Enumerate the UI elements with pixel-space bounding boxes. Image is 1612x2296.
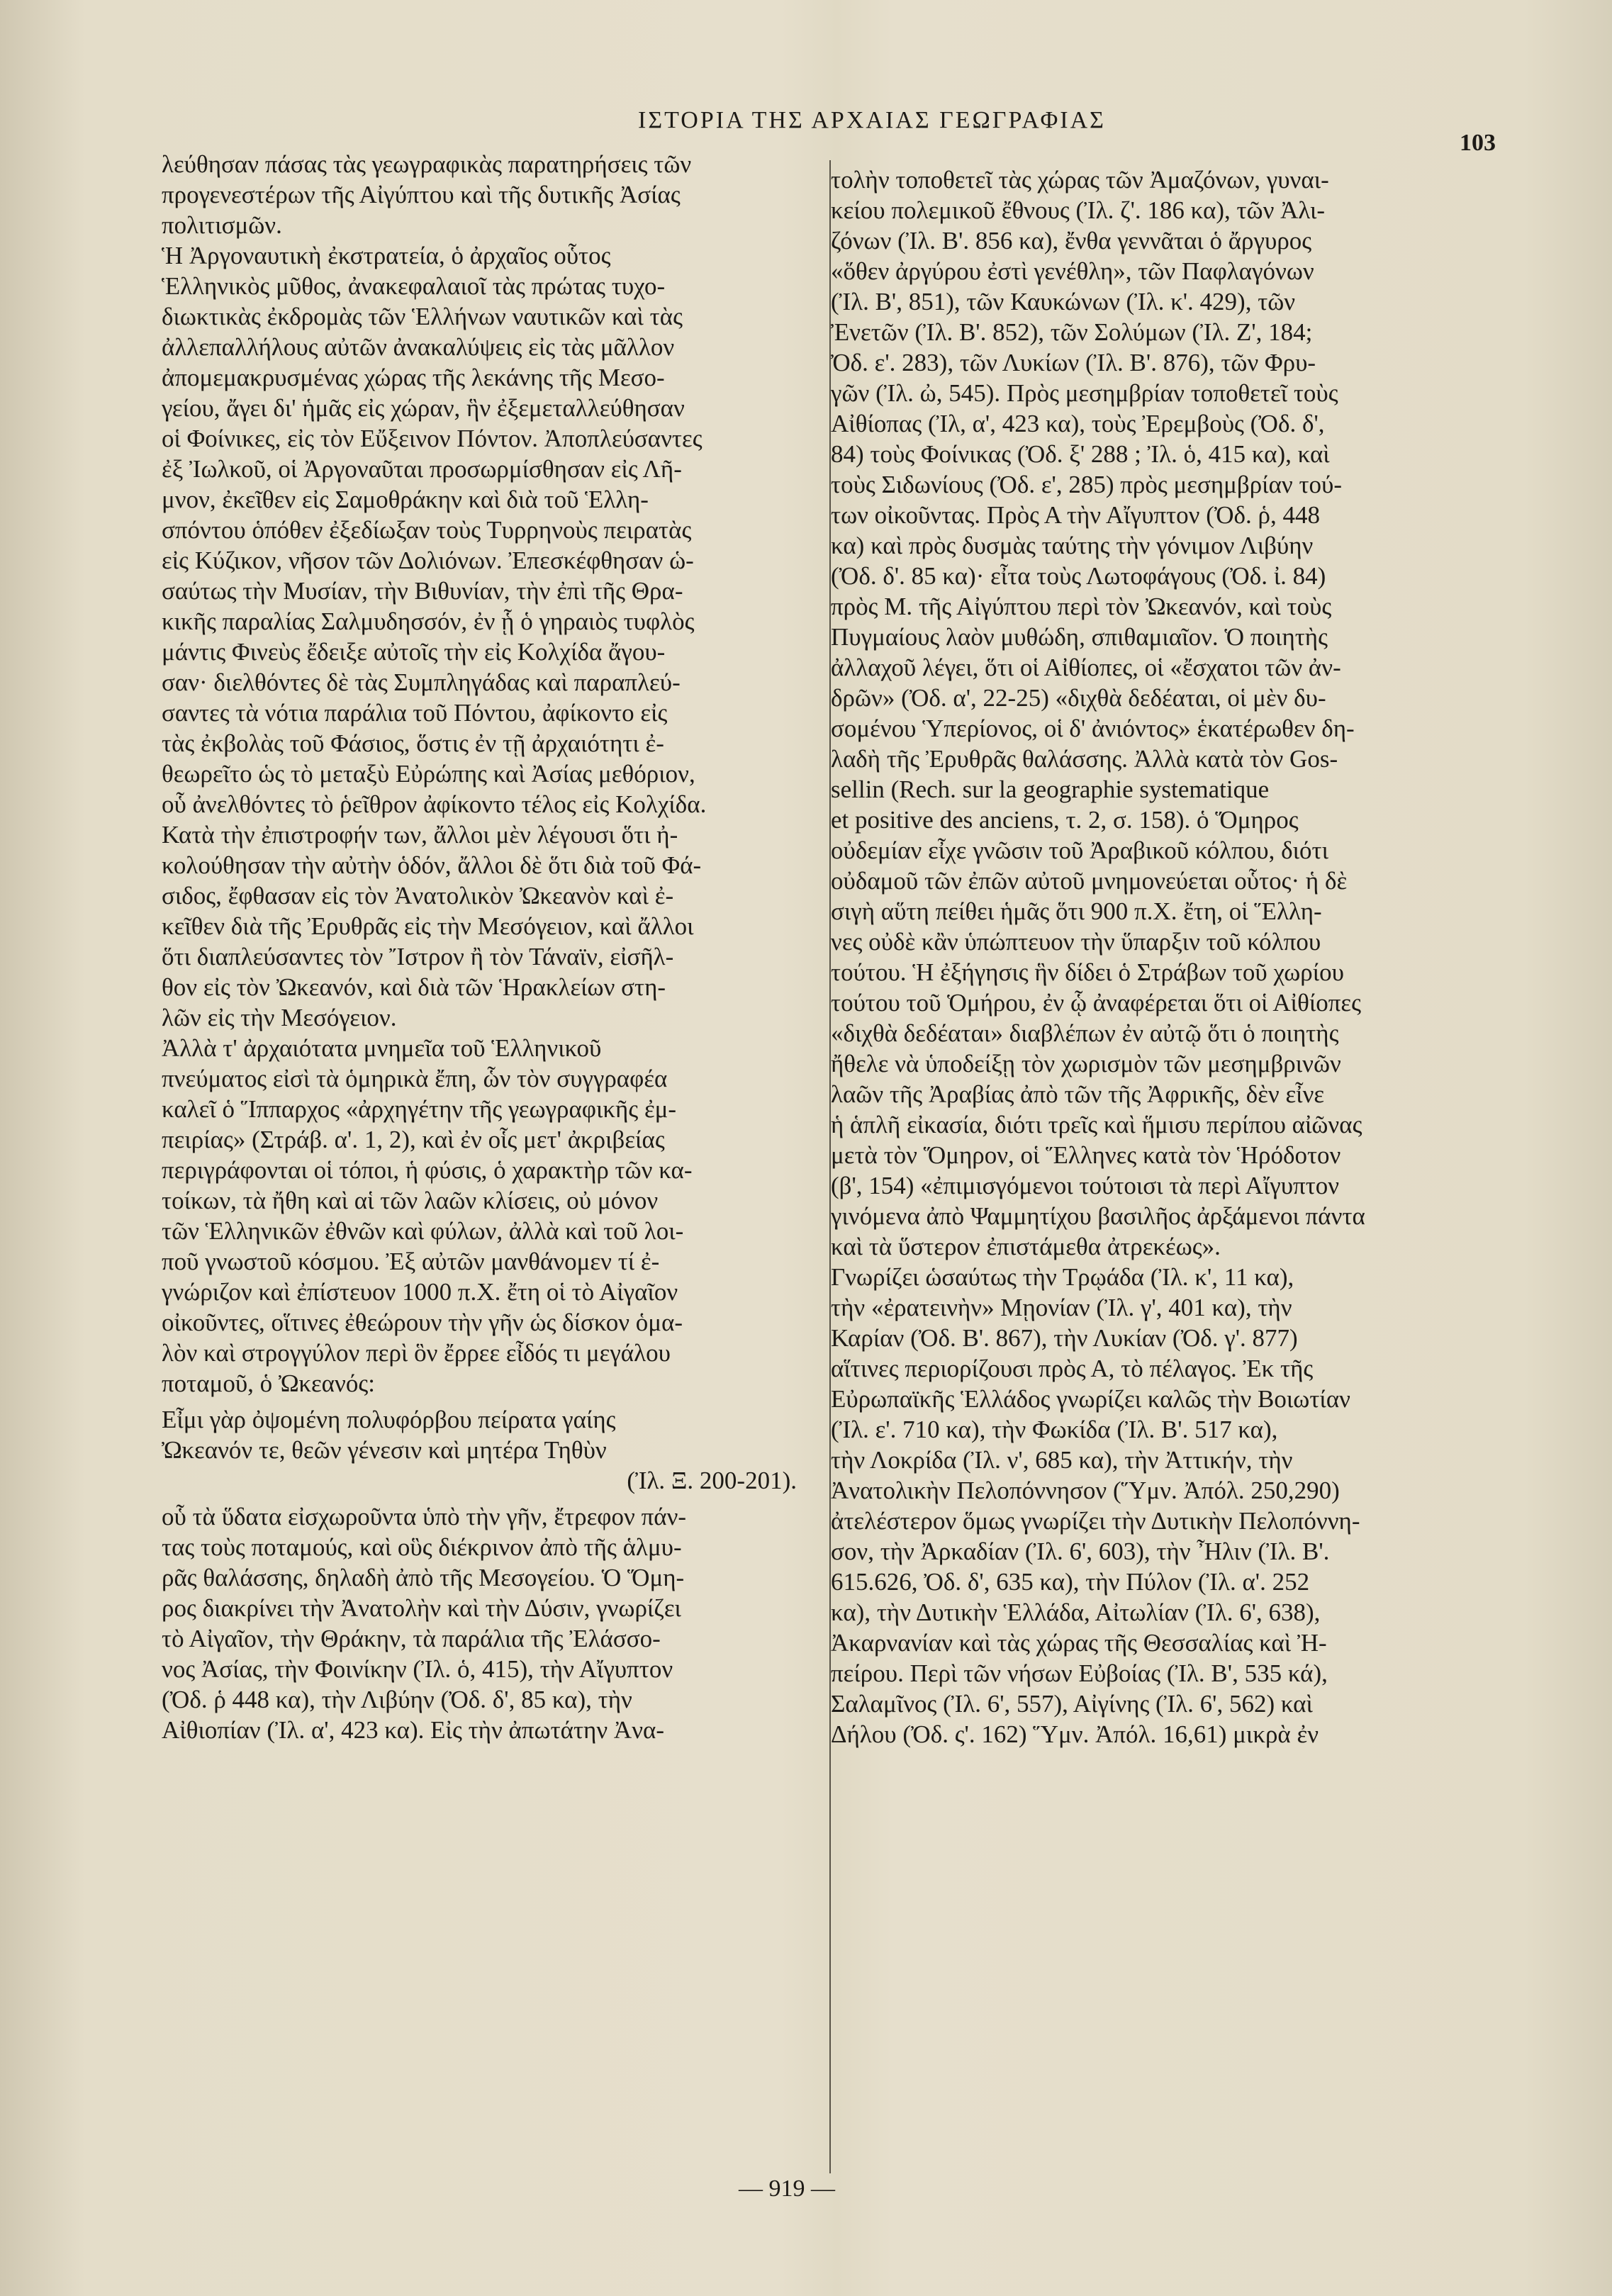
text-line: λῶν εἰς τὴν Μεσόγειον. xyxy=(162,1004,397,1031)
text-line: θεωρεῖτο ὡς τὸ μεταξὺ Εὐρώπης καὶ Ἀσίας μεθόριον, xyxy=(162,760,695,788)
verse-line-2: Ὠκεανόν τε, θεῶν γένεσιν καὶ μητέρα Τηθὺν xyxy=(162,1436,607,1464)
text-line: κα) καὶ πρὸς δυσμὰς ταύτης τὴν γόνιμον Λιβύην xyxy=(831,532,1314,559)
text-line: ἀτελέστερον ὅμως γνωρίζει τὴν Δυτικὴν Πελοπόννη- xyxy=(831,1507,1360,1535)
footer-page-marker: — 919 — xyxy=(739,2175,835,2202)
text-line: λεύθησαν πάσας τὰς γεωγραφικὰς παρατηρήσεις τῶν xyxy=(162,150,692,178)
text-line: Ὀδ. ε'. 283), τῶν Λυκίων (Ἰλ. Β'. 876), τῶν Φρυ- xyxy=(831,349,1316,376)
text-line: ποταμοῦ, ὁ Ὠκεανός: xyxy=(162,1370,375,1397)
text-line: ζόνων (Ἰλ. Β'. 856 κα), ἔνθα γεννᾶται ὁ ἄργυρος xyxy=(831,227,1312,254)
text-line: ἤθελε νὰ ὑποδείξῃ τὸν χωρισμὸν τῶν μεσημβρινῶν xyxy=(831,1050,1341,1077)
text-line: εἰς Κύζικον, νῆσον τῶν Δολιόνων. Ἐπεσκέφθησαν ὡ- xyxy=(162,547,694,574)
text-line: τούτου τοῦ Ὁμήρου, ἐν ᾧ ἀναφέρεται ὅτι οἱ Αἰθίοπες xyxy=(831,989,1361,1017)
text-line: οἱ Φοίνικες, εἰς τὸν Εὔξεινον Πόντον. Ἀποπλεύσαντες xyxy=(162,425,703,452)
text-line: ἐξ Ἰωλκοῦ, οἱ Ἀργοναῦται προσωρμίσθησαν εἰς Λῆ- xyxy=(162,455,682,483)
text-line: μνον, ἐκεῖθεν εἰς Σαμοθράκην καὶ διὰ τοῦ Ἑλλη- xyxy=(162,486,649,513)
text-line: οὗ τὰ ὕδατα εἰσχωροῦντα ὑπὸ τὴν γῆν, ἔτρεφον πάν- xyxy=(162,1503,687,1530)
text-line: Ἑλληνικὸς μῦθος, ἀνακεφαλαιοῖ τὰς πρώτας τυχο- xyxy=(162,272,666,300)
text-line: ἀλλαχοῦ λέγει, ὅτι οἱ Αἰθίοπες, οἱ «ἔσχατοι τῶν ἀν- xyxy=(831,654,1341,681)
text-line: τὴν «ἐρατεινὴν» Μῃονίαν (Ἰλ. γ', 401 κα), τὴν xyxy=(831,1294,1292,1321)
text-line: γείου, ἄγει δι' ἡμᾶς εἰς χώραν, ἣν ἐξεμεταλλεύθησαν xyxy=(162,394,685,422)
text-line: σον, τὴν Ἀρκαδίαν (Ἰλ. 6', 603), τὴν Ἦλιν (Ἰλ. Β'. xyxy=(831,1538,1330,1565)
text-line: δρῶν» (Ὀδ. α', 22-25) «διχθὰ δεδέαται, οἱ μὲν δυ- xyxy=(831,684,1326,712)
text-line: πειρίας» (Στράβ. α'. 1, 2), καὶ ἐν οἷς μετ' ἀκριβείας xyxy=(162,1126,665,1153)
text-line: ὅτι διαπλεύσαντες τὸν Ἴστρον ἢ τὸν Τάναϊν, εἰσῆλ- xyxy=(162,943,674,970)
text-line: σομένου Ὑπερίονος, οἱ δ' ἀνιόντος» ἑκατέρωθεν δη- xyxy=(831,715,1355,742)
text-line: Σαλαμῖνος (Ἰλ. 6', 557), Αἰγίνης (Ἰλ. 6', 562) καὶ xyxy=(831,1690,1313,1718)
text-line: κεῖθεν διὰ τῆς Ἐρυθρᾶς εἰς τὴν Μεσόγειον, καὶ ἄλλοι xyxy=(162,912,694,940)
verse-quote xyxy=(162,1404,797,1496)
text-line: τῶν Ἑλληνικῶν ἐθνῶν καὶ φύλων, ἀλλὰ καὶ τοῦ λοι- xyxy=(162,1217,684,1245)
text-line: ἀπομεμακρυσμένας χώρας τῆς λεκάνης τῆς Μεσο- xyxy=(162,364,665,391)
text-line: «διχθὰ δεδέαται» διαβλέπων ἐν αὐτῷ ὅτι ὁ ποιητὴς xyxy=(831,1019,1339,1047)
text-line: τοὺς Σιδωνίους (Ὀδ. ε', 285) πρὸς μεσημβρίαν τού- xyxy=(831,471,1343,498)
text-line: τὰς ἐκβολὰς τοῦ Φάσιος, ὅστις ἐν τῇ ἀρχαιότητι ἐ- xyxy=(162,729,664,757)
text-line: μάντις Φινεὺς ἔδειξε αὐτοῖς τὴν εἰς Κολχίδα ἄγου- xyxy=(162,638,666,666)
text-line: Κατὰ τὴν ἐπιστροφήν των, ἄλλοι μὲν λέγουσι ὅτι ἠ- xyxy=(162,821,678,849)
text-line: Δήλου (Ὀδ. ς'. 162) Ὕμν. Ἀπόλ. 16,61) μικρὰ ἐν xyxy=(831,1720,1319,1748)
text-line: σαν· διελθόντες δὲ τὰς Συμπληγάδας καὶ παραπλεύ- xyxy=(162,668,681,696)
text-line: (β', 154) «ἐπιμισγόμενοι τούτοισι τὰ περὶ Αἴγυπτον xyxy=(831,1172,1340,1199)
text-line: τὸ Αἰγαῖον, τὴν Θράκην, τὰ παράλια τῆς Ἐλάσσο- xyxy=(162,1625,661,1652)
text-line: λαῶν τῆς Ἀραβίας ἀπὸ τῶν τῆς Ἀφρικῆς, δὲν εἶνε xyxy=(831,1080,1325,1108)
text-line: κα), τὴν Δυτικὴν Ἑλλάδα, Αἰτωλίαν (Ἰλ. 6', 638), xyxy=(831,1598,1321,1626)
text-line: οὗ ἀνελθόντες τὸ ῥεῖθρον ἀφίκοντο τέλος εἰς Κολχίδα. xyxy=(162,790,707,818)
text-line: σαύτως τὴν Μυσίαν, τὴν Βιθυνίαν, τὴν ἐπὶ τῆς Θρα- xyxy=(162,577,683,605)
text-line: 615.626, Ὀδ. δ', 635 κα), τὴν Πύλον (Ἰλ. α'. 252 xyxy=(831,1568,1310,1596)
text-line: περιγράφονται οἱ τόποι, ἡ φύσις, ὁ χαρακτὴρ τῶν κα- xyxy=(162,1156,693,1184)
text-line: Εὐρωπαϊκῆς Ἑλλάδος γνωρίζει καλῶς τὴν Βοιωτίαν xyxy=(831,1385,1350,1413)
text-line: τούτου. Ἡ ἐξήγησις ἣν δίδει ὁ Στράβων τοῦ χωρίου xyxy=(831,958,1344,986)
text-line: πνεύματος εἰσὶ τὰ ὁμηρικὰ ἔπη, ὧν τὸν συγγραφέα xyxy=(162,1065,668,1092)
text-line: γινόμενα ἀπὸ Ψαμμητίχου βασιλῆος ἀρξάμενοι πάντα xyxy=(831,1202,1365,1230)
text-line: νος Ἀσίας, τὴν Φοινίκην (Ἰλ. ὁ, 415), τὴν Αἴγυπτον xyxy=(162,1655,673,1683)
text-line: πρὸς Μ. τῆς Αἰγύπτου περὶ τὸν Ὠκεανόν, καὶ τοὺς xyxy=(831,593,1332,620)
text-line: σαντες τὰ νότια παράλια τοῦ Πόντου, ἀφίκοντο εἰς xyxy=(162,699,668,727)
text-line: των οἰκοῦντας. Πρὸς Α τὴν Αἴγυπτον (Ὀδ. ῥ, 448 xyxy=(831,501,1321,529)
text-line: Αἰθίοπας (Ἰλ, α', 423 κα), τοὺς Ἐρεμβοὺς (Ὀδ. δ', xyxy=(831,410,1325,437)
text-line: (Ἰλ. Β', 851), τῶν Καυκώνων (Ἰλ. κ'. 429), τῶν xyxy=(831,288,1296,315)
running-title: ΙΣΤΟΡΙΑ ΤΗΣ ΑΡΧΑΙΑΣ ΓΕΩΓΡΑΦΙΑΣ xyxy=(638,107,1106,133)
text-line: πείρου. Περὶ τῶν νήσων Εὐβοίας (Ἰλ. Β', 535 κά), xyxy=(831,1659,1328,1687)
text-line: τας τοὺς ποταμούς, καὶ οὓς διέκρινον ἀπὸ τῆς ἁλμυ- xyxy=(162,1533,682,1561)
page-number: 103 xyxy=(1460,130,1496,156)
text-line: κικῆς παραλίας Σαλμυδησσόν, ἐν ᾗ ὁ γηραιὸς τυφλὸς xyxy=(162,607,695,635)
text-line: Ἡ Ἀργοναυτικὴ ἐκστρατεία, ὁ ἀρχαῖος οὗτος xyxy=(162,242,611,269)
right-column-lines xyxy=(831,164,1460,1749)
text-line: κολούθησαν τὴν αὐτὴν ὁδόν, ἄλλοι δὲ ὅτι διὰ τοῦ Φά- xyxy=(162,851,702,879)
left-column-lines xyxy=(162,149,797,1399)
text-line: Καρίαν (Ὀδ. Β'. 867), τὴν Λυκίαν (Ὀδ. γ'. 877) xyxy=(831,1324,1298,1352)
text-line: καλεῖ ὁ Ἵππαρχος «ἀρχηγέτην τῆς γεωγραφικῆς ἐμ- xyxy=(162,1095,677,1123)
text-line: γῶν (Ἰλ. ὠ, 545). Πρὸς μεσημβρίαν τοποθετεῖ τοὺς xyxy=(831,379,1338,407)
text-line: Ἀλλὰ τ' ἀρχαιότατα μνημεῖα τοῦ Ἑλληνικοῦ xyxy=(162,1034,602,1062)
text-line: γνώριζον καὶ ἐπίστευον 1000 π.Χ. ἔτη οἱ τὸ Αἰγαῖον xyxy=(162,1278,678,1306)
text-line: νες οὐδὲ κἂν ὑπώπτευον τὴν ὕπαρξιν τοῦ κόλπου xyxy=(831,928,1321,956)
text-line: sellin (Rech. sur la geographie systematique xyxy=(831,775,1270,803)
text-line: Ἐνετῶν (Ἰλ. Β'. 852), τῶν Σολύμων (Ἰλ. Ζ', 184; xyxy=(831,318,1313,346)
text-line: αἵτινες περιορίζουσι πρὸς Α, τὸ πέλαγος. Ἐκ τῆς xyxy=(831,1355,1314,1382)
left-column xyxy=(162,149,797,1745)
text-line: (Ἰλ. ε'. 710 κα), τὴν Φωκίδα (Ἰλ. Β'. 517 κα), xyxy=(831,1416,1278,1443)
text-line: τὴν Λοκρίδα (Ἰλ. ν', 685 κα), τὴν Ἀττικήν, τὴν xyxy=(831,1446,1293,1474)
text-line: τολὴν τοποθετεῖ τὰς χώρας τῶν Ἀμαζόνων, γυναι- xyxy=(831,166,1329,194)
text-line: (Ὀδ. δ'. 85 κα)· εἶτα τοὺς Λωτοφάγους (Ὀδ. ἰ. 84) xyxy=(831,562,1326,590)
text-line: ρᾶς θαλάσσης, δηλαδὴ ἀπὸ τῆς Μεσογείου. Ὁ Ὅμη- xyxy=(162,1564,685,1591)
text-line: ρος διακρίνει τὴν Ἀνατολὴν καὶ τὴν Δύσιν, γνωρίζει xyxy=(162,1594,681,1622)
text-line: ἡ ἁπλῆ εἰκασία, διότι τρεῖς καὶ ἥμισυ περίπου αἰῶνας xyxy=(831,1111,1362,1138)
text-line: προγενεστέρων τῆς Αἰγύπτου καὶ τῆς δυτικῆς Ἀσίας xyxy=(162,181,681,208)
text-line: κείου πολεμικοῦ ἔθνους (Ἰλ. ζ'. 186 κα), τῶν Ἀλι- xyxy=(831,196,1326,224)
text-line: Γνωρίζει ὡσαύτως τὴν Τρῳάδα (Ἰλ. κ', 11 κα), xyxy=(831,1263,1294,1291)
text-line: οἰκοῦντες, οἵτινες ἐθεώρουν τὴν γῆν ὡς δίσκον ὁμα- xyxy=(162,1309,683,1336)
text-line: σιδος, ἔφθασαν εἰς τὸν Ἀνατολικὸν Ὠκεανὸν καὶ ἐ- xyxy=(162,882,674,909)
text-line: διωκτικὰς ἐκδρομὰς τῶν Ἑλλήνων ναυτικῶν καὶ τὰς xyxy=(162,303,683,330)
text-line: 84) τοὺς Φοίνικας (Ὀδ. ξ' 288 ; Ἰλ. ὁ, 415 κα), καὶ xyxy=(831,440,1330,468)
text-line: λαδὴ τῆς Ἐρυθρᾶς θαλάσσης. Ἀλλὰ κατὰ τὸν Gos- xyxy=(831,745,1338,773)
text-line: τοίκων, τὰ ἤθη καὶ αἱ τῶν λαῶν κλίσεις, οὐ μόνον xyxy=(162,1187,659,1214)
left-column-lines-after xyxy=(162,1501,797,1745)
text-line: Αἰθιοπίαν (Ἰλ. α', 423 κα). Εἰς τὴν ἀπωτάτην Ἀνα- xyxy=(162,1716,665,1744)
text-line: ἀλλεπαλλήλους αὐτῶν ἀνακαλύψεις εἰς τὰς μᾶλλον xyxy=(162,333,675,361)
text-line: (Ὀδ. ῥ 448 κα), τὴν Λιβύην (Ὀδ. δ', 85 κα), τὴν xyxy=(162,1686,632,1713)
text-line: σιγὴ αὕτη πείθει ἡμᾶς ὅτι 900 π.Χ. ἔτη, οἱ Ἕλλη- xyxy=(831,897,1322,925)
text-line: θον εἰς τὸν Ὠκεανόν, καὶ διὰ τῶν Ἡρακλείων στη- xyxy=(162,973,666,1001)
text-line: «ὅθεν ἀργύρου ἐστὶ γενέθλη», τῶν Παφλαγόνων xyxy=(831,257,1314,285)
text-line: Πυγμαίους λαὸν μυθώδη, σπιθαμιαῖον. Ὁ ποιητὴς xyxy=(831,623,1328,651)
text-line: σπόντου ὁπόθεν ἐξεδίωξαν τοὺς Τυρρηνοὺς πειρατὰς xyxy=(162,516,692,544)
text-line: καὶ τὰ ὕστερον ἐπιστάμεθα ἀτρεκέως». xyxy=(831,1233,1221,1260)
text-line: et positive des anciens, τ. 2, σ. 158). ὁ Ὅμηρος xyxy=(831,806,1299,834)
text-line: μετὰ τὸν Ὅμηρον, οἱ Ἕλληνες κατὰ τὸν Ἡρόδοτον xyxy=(831,1141,1341,1169)
verse-citation: (Ἰλ. Ξ. 200-201). xyxy=(627,1467,797,1494)
text-line: λὸν καὶ στρογγύλον περὶ ὃν ἔρρεε εἶδός τι μεγάλου xyxy=(162,1339,671,1367)
text-line: ποῦ γνωστοῦ κόσμου. Ἐξ αὐτῶν μανθάνομεν τί ἐ- xyxy=(162,1248,660,1275)
right-column xyxy=(831,164,1460,1749)
text-line: Ἀνατολικὴν Πελοπόννησον (Ὕμν. Ἀπόλ. 250,290) xyxy=(831,1477,1340,1504)
verse-line-1: Εἶμι γὰρ ὀψομένη πολυφόρβου πείρατα γαίης xyxy=(162,1406,616,1433)
text-line: πολιτισμῶν. xyxy=(162,211,282,239)
text-line: Ἀκαρνανίαν καὶ τὰς χώρας τῆς Θεσσαλίας καὶ Ἠ- xyxy=(831,1629,1327,1657)
text-line: οὐδεμίαν εἶχε γνῶσιν τοῦ Ἀραβικοῦ κόλπου, διότι xyxy=(831,836,1329,864)
text-line: οὐδαμοῦ τῶν ἐπῶν αὐτοῦ μνημονεύεται οὗτος· ἡ δὲ xyxy=(831,867,1348,895)
